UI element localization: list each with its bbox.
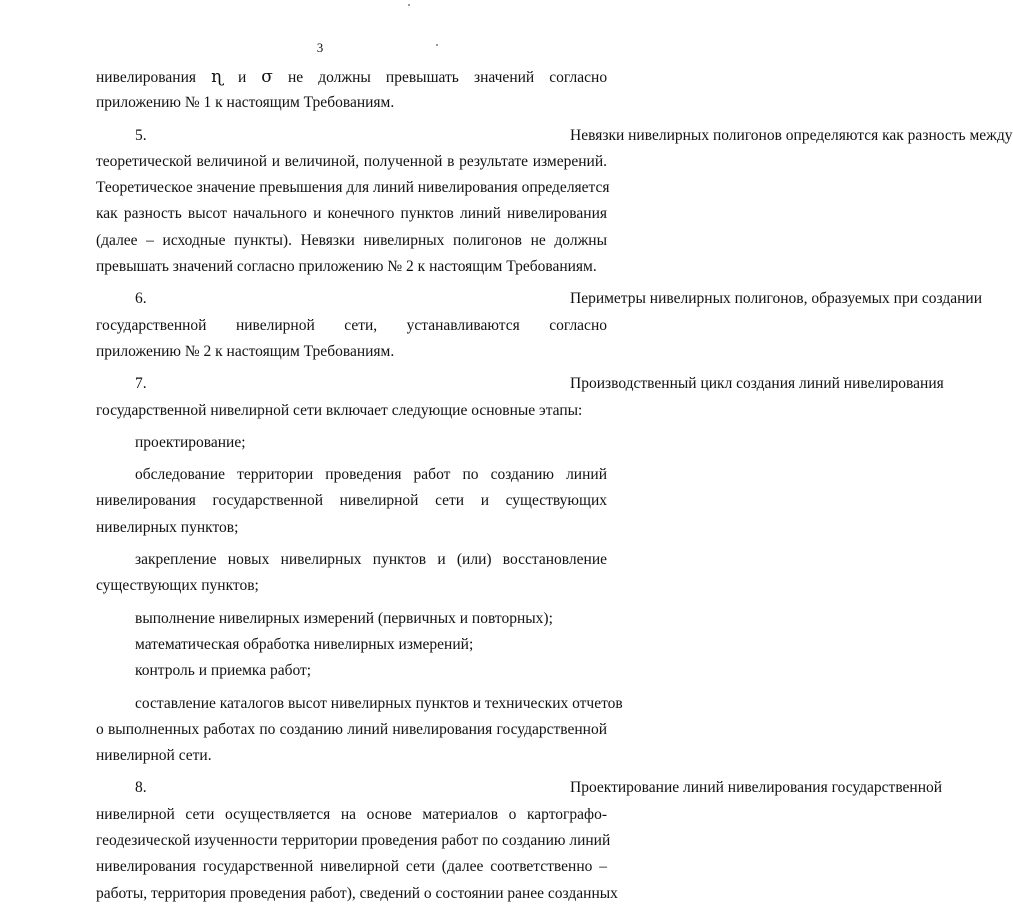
text-line (96, 802, 608, 828)
list-item (96, 632, 608, 658)
list-item (96, 606, 608, 632)
paragraph-number: 6. (135, 290, 147, 308)
text-line (96, 515, 608, 541)
line-text: геодезической изученности территории проведения работ по созданию линий (96, 832, 611, 850)
text-line (96, 201, 608, 227)
line-text: проектирование; (135, 433, 246, 451)
list-item (96, 547, 608, 573)
list-item (96, 430, 608, 456)
line-text: как разность высот начального и конечного пунктов линий нивелирования (96, 205, 607, 223)
line-text: закрепление новых нивелирных пунктов и (или) восстановление (135, 551, 607, 569)
text-line (96, 881, 618, 907)
line-text: нивелирной сети. (96, 747, 212, 765)
paragraph-first-line (96, 286, 982, 312)
text-line (96, 175, 608, 201)
text-line (96, 488, 608, 514)
list-item (96, 658, 608, 684)
paragraph-number: 7. (135, 375, 147, 393)
scan-speck (436, 44, 438, 46)
line-text: нивелирования государственной нивелирной сети (далее соответственно – (96, 858, 607, 876)
page-number: 3 (316, 40, 324, 55)
line-text: превышать значений согласно приложению № 2 к настоящим Требованиям. (96, 258, 597, 276)
text-line (96, 717, 608, 743)
line-text: математическая обработка нивелирных измерений; (135, 635, 474, 653)
paragraph-first-line (96, 123, 1013, 149)
text-line (96, 90, 608, 116)
line-text: составление каталогов высот нивелирных пунктов и технических отчетов (135, 694, 623, 712)
line-text: нивелирования государственной нивелирной сети и существующих (96, 492, 607, 510)
text-line (96, 228, 608, 254)
line-text: (далее – исходные пункты). Невязки нивелирных полигонов не должны (96, 231, 607, 249)
line-text: обследование территории проведения работ по созданию линий (135, 466, 607, 484)
greek-symbol: ɳ (211, 67, 223, 87)
list-item (96, 691, 623, 717)
text-line (96, 743, 608, 769)
paragraph-number: 5. (135, 126, 147, 144)
line-text: государственной нивелирной сети, устанавливаются согласно (96, 316, 607, 334)
list-item (96, 462, 608, 488)
text-line (96, 339, 608, 365)
line-text: приложению № 1 к настоящим Требованиям. (96, 94, 395, 112)
text-line (96, 313, 608, 339)
line-text: Периметры нивелирных полигонов, образуемых при создании (570, 290, 982, 308)
text-line (96, 398, 608, 424)
paragraph-first-line (96, 775, 943, 801)
text-line (96, 828, 611, 854)
line-text: выполнение нивелирных измерений (первичных и повторных); (135, 609, 553, 627)
paragraph-number: 8. (135, 779, 147, 797)
text-line (96, 573, 608, 599)
text-line (96, 149, 608, 175)
text-line (96, 64, 608, 90)
line-text: существующих пунктов; (96, 577, 259, 595)
line-text: работы, территория проведения работ), сведений о состоянии ранее созданных (96, 884, 618, 902)
text-line (96, 254, 608, 280)
line-text: нивелирования ɳ и σ не должны превышать значений согласно (96, 67, 608, 87)
paragraph-first-line (96, 371, 944, 397)
line-text: Проектирование линий нивелирования государственной (570, 779, 943, 797)
line-text: теоретической величиной и величиной, полученной в результате измерений. (96, 152, 607, 170)
text-line (96, 854, 608, 880)
line-text: нивелирной сети осуществляется на основе материалов о картографо- (96, 805, 607, 823)
line-text: государственной нивелирной сети включает следующие основные этапы: (96, 401, 583, 419)
line-text: контроль и приемка работ; (135, 662, 312, 680)
scan-speck (408, 4, 410, 6)
line-text: Теоретическое значение превышения для линий нивелирования определяется (96, 179, 610, 197)
greek-symbol: σ (261, 67, 273, 87)
line-text: нивелирных пунктов; (96, 518, 239, 536)
document-body (96, 64, 1013, 907)
line-text: Производственный цикл создания линий нивелирования (570, 375, 944, 393)
line-text: Невязки нивелирных полигонов определяются как разность между (570, 126, 1013, 144)
line-text: приложению № 2 к настоящим Требованиям. (96, 342, 395, 360)
line-text: о выполненных работах по созданию линий нивелирования государственной (96, 720, 607, 738)
